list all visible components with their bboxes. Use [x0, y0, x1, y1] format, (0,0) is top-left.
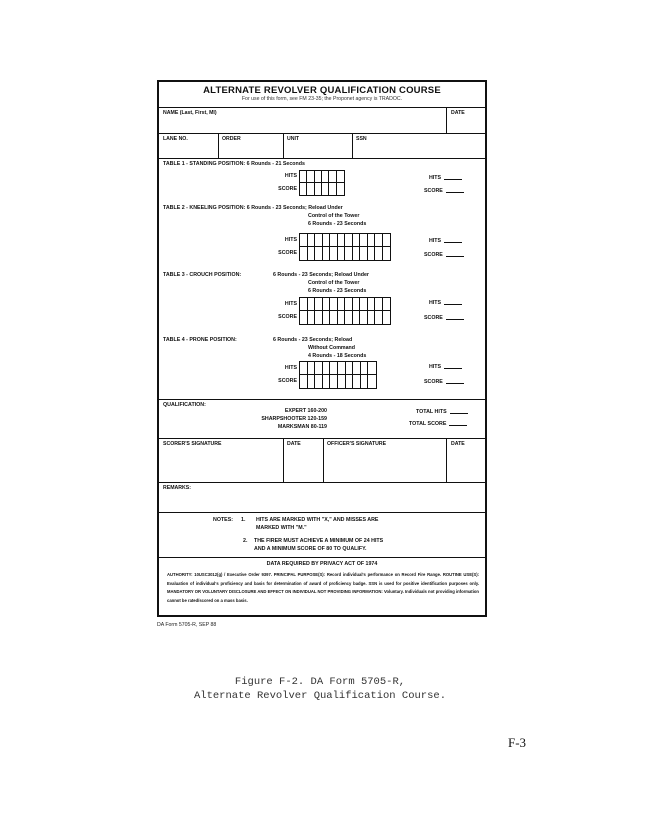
table2-score-label: SCORE: [278, 250, 297, 256]
form-header: [159, 82, 485, 108]
name-row: [159, 108, 485, 134]
total-hits-field[interactable]: TOTAL HITS: [416, 409, 468, 415]
officer-date-field[interactable]: DATE: [451, 441, 465, 447]
total-score-field[interactable]: TOTAL SCORE: [409, 421, 467, 427]
tables-section: [159, 159, 485, 400]
ssn-field[interactable]: SSN: [356, 136, 367, 142]
table1-hits-label: HITS: [284, 173, 297, 179]
table3-score-label: SCORE: [278, 314, 297, 320]
table3-line1: Control of the Tower: [308, 280, 360, 286]
table2-total-hits[interactable]: HITS: [429, 238, 462, 244]
note1-line1: HITS ARE MARKED WITH "X," AND MISSES ARE: [256, 517, 379, 523]
signatures-row: [159, 439, 485, 483]
remarks-row: [159, 483, 485, 513]
table1-total-score[interactable]: SCORE: [424, 188, 464, 194]
table1-total-hits[interactable]: HITS: [429, 175, 462, 181]
remarks-field[interactable]: REMARKS:: [163, 485, 191, 491]
qualification-section: [159, 400, 485, 439]
privacy-text: AUTHORITY: 10USC3012(g) / Executive Order 9397. PRINCIPAL PURPOSE(S): Record individual's performance on Record Fire Range. ROUTINE USE(S): Evaluation of individual's proficiency and basis for determination of award of proficiency badge. SSN is used for positive identification purposes only. MANDATORY OR VOLUNTARY DISCLOSURE AND EFFECT ON INDIVIDUAL NOT PROVIDING INFORMATION: Voluntary. Individuals not providing information cannot be rated/scored on a mass basis.: [167, 572, 479, 603]
table3-total-hits[interactable]: HITS: [429, 300, 462, 306]
table4-line1: Without Command: [308, 345, 356, 351]
table2-total-score[interactable]: SCORE: [424, 252, 464, 258]
table1-score-label: SCORE: [278, 186, 297, 192]
unit-field[interactable]: UNIT: [287, 136, 300, 142]
caption-line1: Figure F-2. DA Form 5705-R,: [234, 676, 406, 688]
note2-line2: AND A MINIMUM SCORE OF 80 TO QUALIFY.: [254, 546, 367, 552]
privacy-heading: DATA REQUIRED BY PRIVACY ACT OF 1974: [266, 561, 378, 567]
table2-grid[interactable]: [299, 233, 391, 261]
figure-caption: [140, 675, 500, 703]
form-number: DA Form 5705-R, SEP 88: [157, 622, 217, 628]
date-field[interactable]: DATE: [451, 110, 465, 116]
table3-total-score[interactable]: SCORE: [424, 315, 464, 321]
caption-line2: Alternate Revolver Qualification Course.: [193, 690, 447, 702]
table4-score-label: SCORE: [278, 378, 297, 384]
scorer-date-field[interactable]: DATE: [287, 441, 301, 447]
lane-row: [159, 134, 485, 159]
qual-sharpshooter: SHARPSHOOTER 120-159: [261, 416, 327, 422]
note2-num: 2.: [243, 538, 248, 544]
table4-heading-right: 6 Rounds - 23 Seconds; Reload: [273, 337, 353, 343]
table2-hits-label: HITS: [284, 237, 297, 243]
note2-line1: THE FIRER MUST ACHIEVE A MINIMUM OF 24 HITS: [254, 538, 384, 544]
table1-heading: TABLE 1 - STANDING POSITION: 6 Rounds - 21 Seconds: [163, 161, 305, 167]
table4-total-hits[interactable]: HITS: [429, 364, 462, 370]
name-field[interactable]: NAME (Last, First, MI): [163, 110, 217, 116]
qualification-label: QUALIFICATION:: [163, 402, 206, 408]
form-title: ALTERNATE REVOLVER QUALIFICATION COURSE: [203, 85, 441, 96]
qualification-form: [157, 80, 487, 617]
table4-total-score[interactable]: SCORE: [424, 379, 464, 385]
order-field[interactable]: ORDER: [222, 136, 241, 142]
table4-line2: 4 Rounds - 18 Seconds: [308, 353, 367, 359]
privacy-section: [159, 558, 485, 615]
table2-line1: Control of the Tower: [308, 213, 360, 219]
table3-heading-left: TABLE 3 - CROUCH POSITION:: [163, 272, 242, 278]
note1-num: 1.: [241, 517, 246, 523]
officer-signature-field[interactable]: OFFICER'S SIGNATURE: [327, 441, 387, 447]
qual-marksman: MARKSMAN 80-119: [277, 424, 327, 430]
table2-heading: TABLE 2 - KNEELING POSITION: 6 Rounds - 23 Seconds; Reload Under: [163, 205, 343, 211]
notes-section: [159, 513, 485, 558]
page-number: F-3: [508, 735, 527, 750]
table3-hits-label: HITS: [284, 301, 297, 307]
lane-no-field[interactable]: LANE NO.: [163, 136, 188, 142]
notes-prefix: NOTES:: [213, 517, 234, 523]
table3-grid[interactable]: [299, 297, 391, 325]
table3-heading-right: 6 Rounds - 23 Seconds; Reload Under: [273, 272, 369, 278]
qual-expert: EXPERT 160-200: [284, 408, 327, 414]
form-subtitle: For use of this form, see FM 23-35; the Proponet agency is TRADOC.: [241, 96, 403, 102]
table3-line2: 6 Rounds - 23 Seconds: [308, 288, 367, 294]
scorer-signature-field[interactable]: SCORER'S SIGNATURE: [163, 441, 222, 447]
table4-heading-left: TABLE 4 - PRONE POSITION:: [163, 337, 237, 343]
note1-line2: MARKED WITH "M.": [256, 525, 307, 531]
table4-grid[interactable]: [299, 361, 377, 389]
table2-line2: 6 Rounds - 23 Seconds: [308, 221, 367, 227]
table4-hits-label: HITS: [284, 365, 297, 371]
table1-grid[interactable]: [299, 170, 345, 196]
